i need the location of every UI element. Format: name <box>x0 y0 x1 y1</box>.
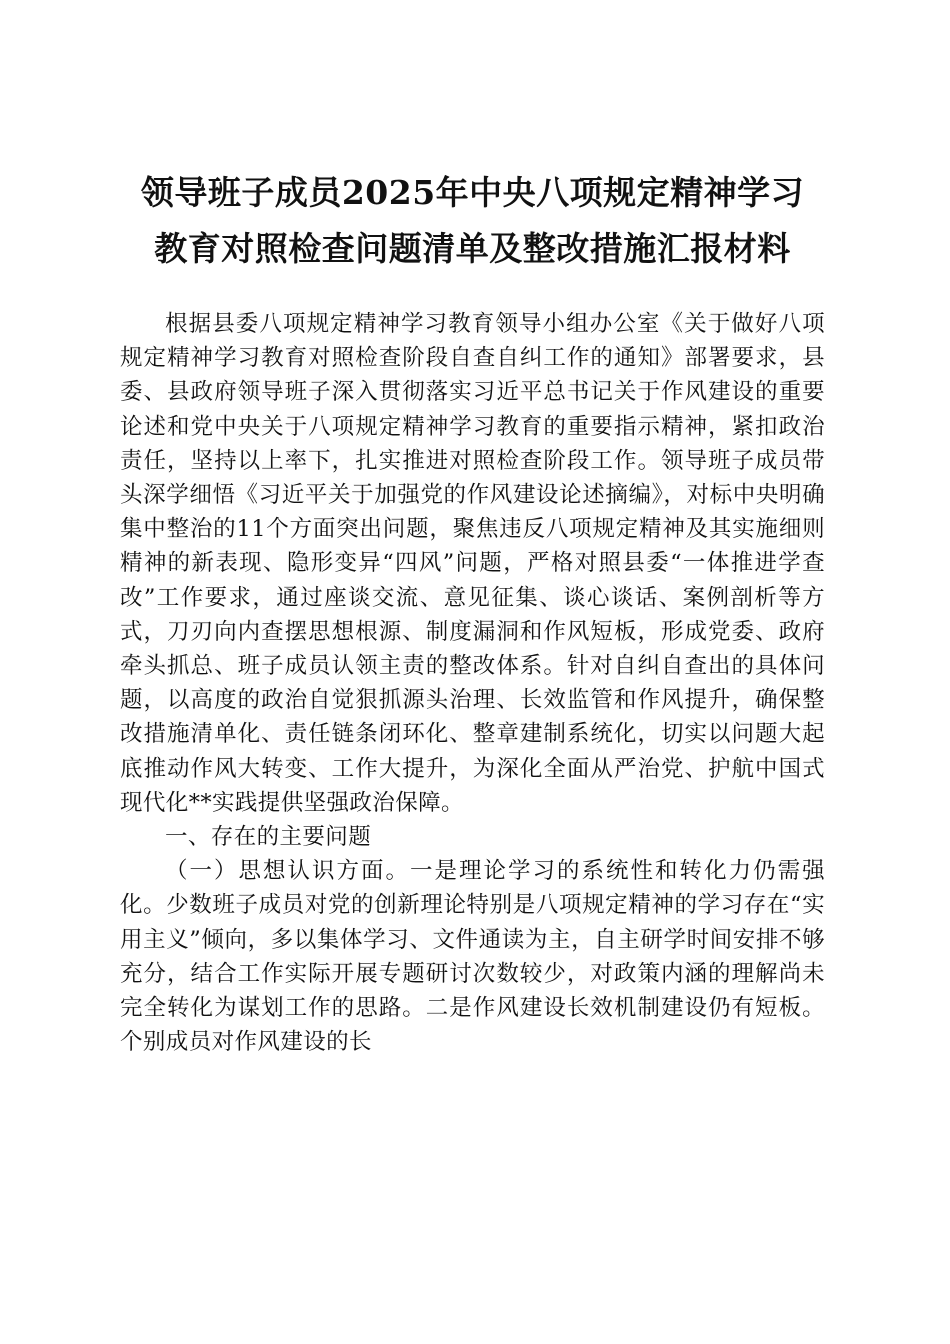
section-heading-problems: 一、存在的主要问题 <box>165 824 372 851</box>
document-page <box>120 165 825 1059</box>
document-body <box>120 307 825 1059</box>
subsection-text: 一是理论学习的系统性和转化力仍需强化。少数班子成员对党的创新理论特别是八项规定精神的学习存在“实用主义”倾向，多以集体学习、文件通读为主，自主研学时间安排不够充分，结合工作实际开展专题研讨次数较少，对政策内涵的理解尚未完全转化为谋划工作的思路。二是作风建设长效机制建设仍有短板。个别成员对作风建设的长 <box>120 858 825 1056</box>
subsection-paragraph <box>120 854 825 1059</box>
title-line-1: 领导班子成员2025年中央八项规定精神学习 <box>140 173 805 212</box>
title-line-2: 教育对照检查问题清单及整改措施汇报材料 <box>154 229 791 268</box>
subsection-heading-thinking: （一）思想认识方面。 <box>165 858 411 885</box>
document-title <box>100 165 845 277</box>
intro-paragraph: 根据县委八项规定精神学习教育领导小组办公室《关于做好八项规定精神学习教育对照检查阶段自查自纠工作的通知》部署要求，县委、县政府领导班子深入贯彻落实习近平总书记关于作风建设的重要论述和党中央关于八项规定精神学习教育的重要指示精神，紧扣政治责任，坚持以上率下，扎实推进对照检查阶段工作。领导班子成员带头深学细悟《习近平关于加强党的作风建设论述摘编》，对标中央明确集中整治的11个方面突出问题，聚焦违反八项规定精神及其实施细则精神的新表现、隐形变异“四风”问题，严格对照县委“一体推进学查改”工作要求，通过座谈交流、意见征集、谈心谈话、案例剖析等方式，刀刃向内查摆思想根源、制度漏洞和作风短板，形成党委、政府牵头抓总、班子成员认领主责的整改体系。针对自纠自查出的具体问题，以高度的政治自觉狠抓源头治理、长效监管和作风提升，确保整改措施清单化、责任链条闭环化、整章建制系统化，切实以问题大起底推动作风大转变、工作大提升，为深化全面从严治党、护航中国式现代化**实践提供坚强政治保障。 <box>120 311 825 816</box>
